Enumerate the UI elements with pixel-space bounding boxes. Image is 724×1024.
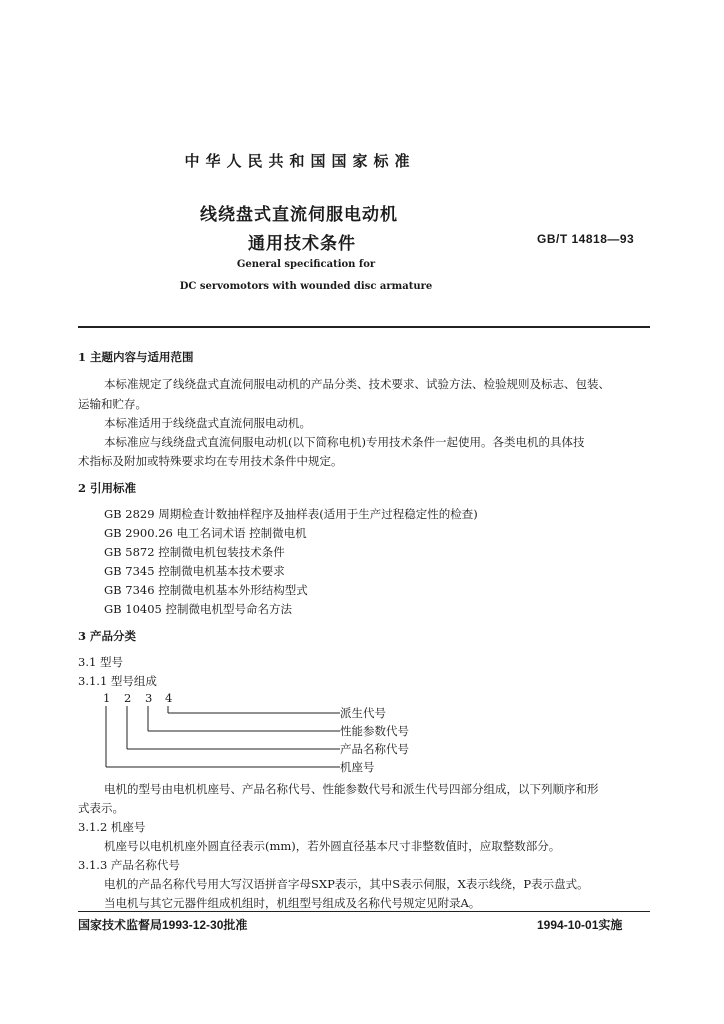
standard-code: GB/T 14818—93 bbox=[537, 232, 635, 246]
reference-item: GB 7346 控制微电机基本外形结构型式 bbox=[104, 583, 308, 597]
subsection-3-1-3: 3.1.3 产品名称代号 bbox=[78, 858, 180, 872]
english-title-line-2: DC servomotors with wounded disc armature bbox=[179, 281, 433, 292]
section-1-heading: 1 主题内容与适用范围 bbox=[78, 350, 194, 364]
model-paragraph-cont: 式表示。 bbox=[78, 801, 124, 815]
reference-item: GB 2829 周期检查计数抽样程序及抽样表(适用于生产过程稳定性的检查) bbox=[104, 507, 478, 521]
model-digit-4: 4 bbox=[165, 691, 173, 705]
reference-item: GB 2900.26 电工名词术语 控制微电机 bbox=[104, 526, 307, 540]
section-1-paragraph-2: 本标准适用于线绕盘式直流伺服电动机。 bbox=[104, 416, 311, 430]
footer-rule bbox=[78, 911, 650, 912]
reference-item: GB 7345 控制微电机基本技术要求 bbox=[104, 564, 285, 578]
model-digit-3: 3 bbox=[145, 691, 153, 705]
section-1-paragraph-3: 本标准应与线绕盘式直流伺服电动机(以下简称电机)专用技术条件一起使用。各类电机的具体技 bbox=[104, 435, 585, 449]
label-performance-code: 性能参数代号 bbox=[340, 724, 409, 738]
english-title-line-1: General specification for bbox=[236, 259, 376, 270]
reference-item: GB 5872 控制微电机包装技术条件 bbox=[104, 545, 285, 559]
subsection-3-1: 3.1 型号 bbox=[78, 655, 123, 669]
section-2-heading: 2 引用标准 bbox=[78, 481, 137, 495]
model-digit-2: 2 bbox=[124, 691, 132, 705]
issuing-organization: 中华人民共和国国家标准 bbox=[184, 152, 416, 170]
product-name-paragraph-1: 电机的产品名称代号用大写汉语拼音字母SXP表示，其中S表示伺服，X表示线绕，P表示盘式。 bbox=[104, 877, 589, 891]
implementation-date: 1994-10-01实施 bbox=[537, 918, 623, 932]
label-derivative-code: 派生代号 bbox=[340, 706, 386, 720]
product-name-paragraph-2: 当电机与其它元器件组成机组时，机组型号组成及名称代号规定见附录A。 bbox=[104, 896, 481, 910]
model-paragraph: 电机的型号由电机机座号、产品名称代号、性能参数代号和派生代号四部分组成，以下列顺序和形 bbox=[104, 782, 599, 796]
title-line-2: 通用技术条件 bbox=[248, 234, 356, 254]
title-line-1: 线绕盘式直流伺服电动机 bbox=[200, 205, 398, 225]
label-frame-number: 机座号 bbox=[340, 760, 375, 774]
subsection-3-1-2: 3.1.2 机座号 bbox=[78, 820, 146, 834]
model-digit-1: 1 bbox=[103, 691, 111, 705]
section-1-paragraph-1: 本标准规定了线绕盘式直流伺服电动机的产品分类、技术要求、试验方法、检验规则及标志、包装、 bbox=[104, 377, 610, 391]
frame-number-paragraph: 机座号以电机机座外圆直径表示(mm)，若外圆直径基本尺寸非整数值时，应取整数部分。 bbox=[104, 839, 561, 853]
section-1-paragraph-3-cont: 术指标及附加或特殊要求均在专用技术条件中规定。 bbox=[78, 454, 343, 468]
reference-item: GB 10405 控制微电机型号命名方法 bbox=[104, 602, 293, 616]
subsection-3-1-1: 3.1.1 型号组成 bbox=[78, 674, 157, 688]
section-3-heading: 3 产品分类 bbox=[78, 629, 137, 643]
label-product-name-code: 产品名称代号 bbox=[340, 742, 409, 756]
section-1-paragraph-1-cont: 运输和贮存。 bbox=[78, 397, 147, 411]
approval-date: 国家技术监督局1993-12-30批准 bbox=[78, 918, 248, 932]
